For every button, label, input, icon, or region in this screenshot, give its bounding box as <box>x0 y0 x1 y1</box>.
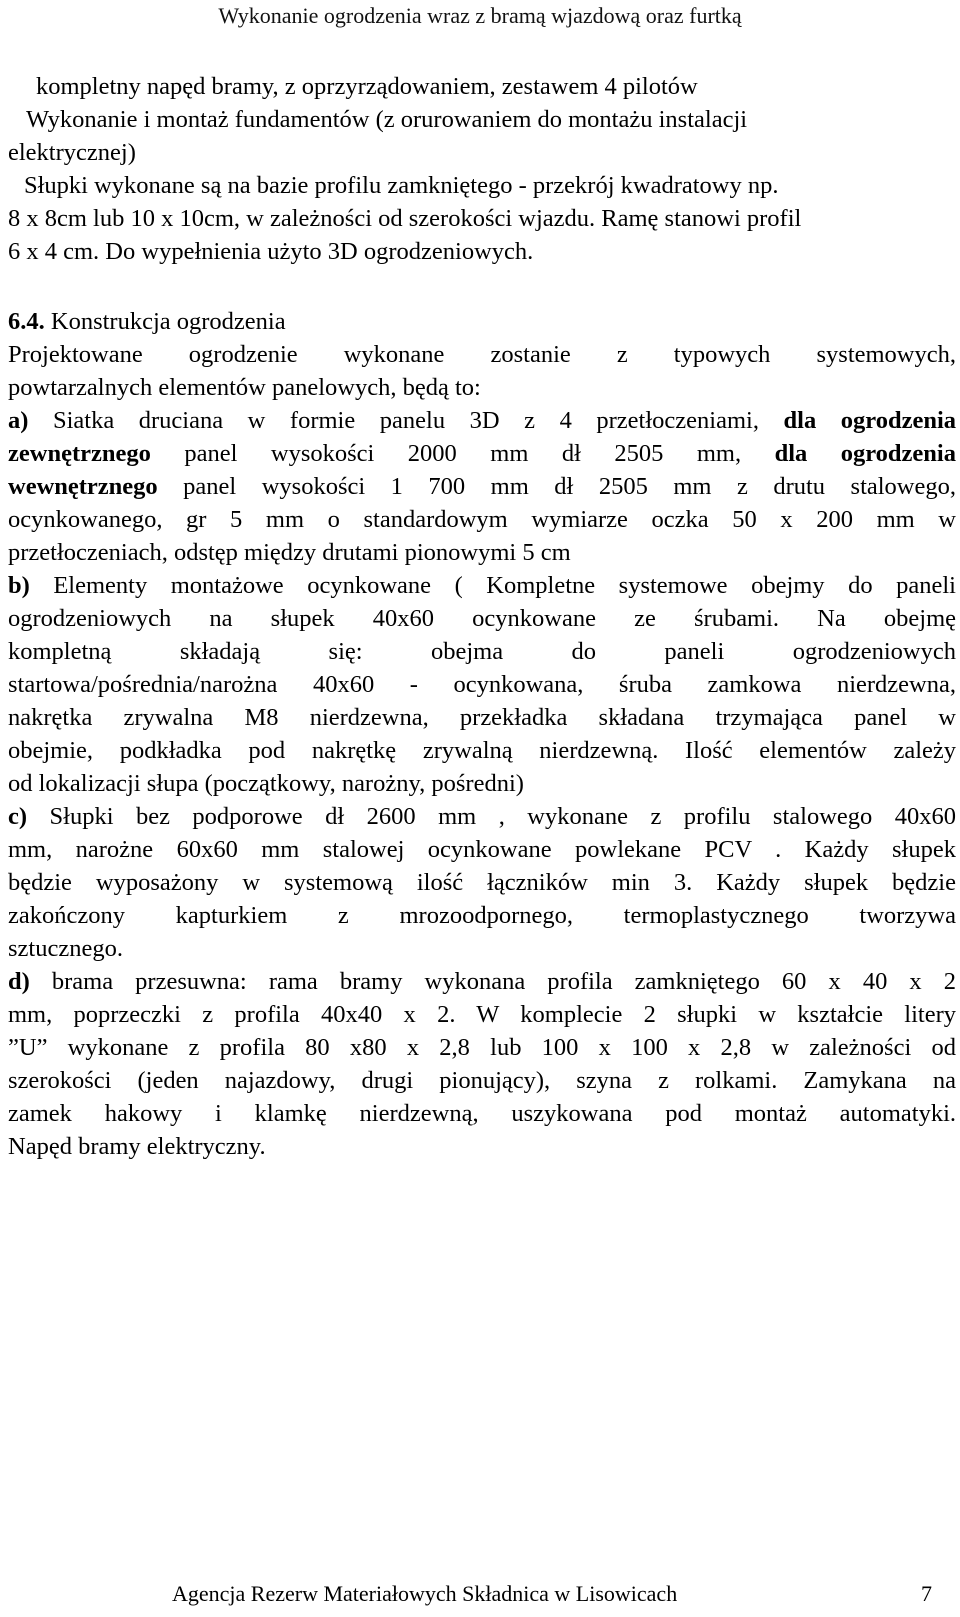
body-text: Siatka druciana w formie panelu 3D z 4 przetłoczeniami, <box>28 407 784 434</box>
body-line <box>8 635 956 668</box>
body-text: Napęd bramy elektryczny. <box>8 1133 266 1160</box>
body-line <box>8 866 956 899</box>
body-line <box>8 1031 956 1064</box>
body-text: nakrętka zrywalna M8 nierdzewna, przekładka składana trzymająca panel w <box>8 704 956 731</box>
body-text: kompletną składają się: obejma do paneli ogrodzeniowych <box>8 638 956 665</box>
body-line <box>8 338 956 371</box>
body-text: mm, poprzeczki z profila 40x40 x 2. W komplecie 2 słupki w kształcie litery <box>8 1001 956 1028</box>
body-text: sztucznego. <box>8 935 123 962</box>
body-line <box>8 569 956 602</box>
bold-text: b) <box>8 572 30 599</box>
body-line <box>8 602 956 635</box>
body-text: panel wysokości 2000 mm dł 2505 mm, <box>150 440 775 467</box>
footer-organization: Agencja Rezerw Materiałowych Składnica w Lisowicach <box>172 1581 678 1606</box>
body-line <box>8 932 956 965</box>
bold-text: zewnętrznego <box>8 440 151 467</box>
body-line <box>8 833 956 866</box>
body-line <box>8 1130 956 1163</box>
body-line <box>8 536 956 569</box>
bold-text: c) <box>8 803 28 830</box>
bold-text: a) <box>8 407 29 434</box>
intro-block <box>8 70 956 268</box>
body-text: zakończony kapturkiem z mrozoodpornego, termoplastycznego tworzywa <box>8 902 956 929</box>
body-line <box>8 470 956 503</box>
body-text: ogrodzeniowych na słupek 40x60 ocynkowane ze śrubami. Na obejmę <box>8 605 956 632</box>
intro-line: Wykonanie i montaż fundamentów (z orurowaniem do montażu instalacji <box>26 106 748 133</box>
body-line <box>8 767 956 800</box>
body-line <box>8 371 956 404</box>
body-text: panel wysokości 1 700 mm dł 2505 mm z drutu stalowego, <box>157 473 956 500</box>
body-text: od lokalizacji słupa (początkowy, narożny, pośredni) <box>8 770 524 797</box>
bold-text: d) <box>8 968 30 995</box>
body-text: będzie wyposażony w systemową ilość łączników min 3. Każdy słupek będzie <box>8 869 956 896</box>
body-text: szerokości (jeden najazdowy, drugi pionujący), szyna z rolkami. Zamykana na <box>8 1067 956 1094</box>
body-line <box>8 1097 956 1130</box>
body-text: zamek hakowy i klamkę nierdzewną, uszykowana pod montaż automatyki. <box>8 1100 956 1127</box>
body-text: obejmie, podkładka pod nakrętkę zrywalną nierdzewną. Ilość elementów zależy <box>8 737 956 764</box>
body-text: powtarzalnych elementów panelowych, będą to: <box>8 374 481 401</box>
intro-line: 6 x 4 cm. Do wypełnienia użyto 3D ogrodzeniowych. <box>8 238 534 265</box>
body-text: brama przesuwna: rama bramy wykonana profila zamkniętego 60 x 40 x 2 <box>29 968 956 995</box>
body-line <box>8 437 956 470</box>
body-text: mm, narożne 60x60 mm stalowej ocynkowane powlekane PCV . Każdy słupek <box>8 836 956 863</box>
body-line <box>8 404 956 437</box>
intro-line: kompletny napęd bramy, z oprzyrządowaniem, zestawem 4 pilotów <box>36 73 698 100</box>
bold-text: dla ogrodzenia <box>783 407 956 434</box>
page-number: 7 <box>921 1581 932 1606</box>
page-header <box>0 2 960 30</box>
intro-line: elektrycznej) <box>8 139 136 166</box>
body-line <box>8 965 956 998</box>
body-line <box>8 701 956 734</box>
section-block <box>8 305 956 1163</box>
intro-line: Słupki wykonane są na bazie profilu zamkniętego - przekrój kwadratowy np. <box>24 172 779 199</box>
section-number: 6.4. <box>8 308 45 335</box>
body-line <box>8 668 956 701</box>
bold-text: dla ogrodzenia <box>774 440 956 467</box>
section-body <box>8 338 956 1163</box>
body-text: przetłoczeniach, odstęp między drutami pionowymi 5 cm <box>8 539 571 566</box>
bold-text: wewnętrznego <box>8 473 158 500</box>
body-line <box>8 734 956 767</box>
body-text: Elementy montażowe ocynkowane ( Kompletne systemowe obejmy do paneli <box>29 572 956 599</box>
body-text: ”U” wykonane z profila 80 x80 x 2,8 lub 100 x 100 x 2,8 w zależności od <box>8 1034 956 1061</box>
body-text: Słupki bez podporowe dł 2600 mm , wykonane z profilu stalowego 40x60 <box>27 803 956 830</box>
section-heading <box>8 305 956 338</box>
body-text: ocynkowanego, gr 5 mm o standardowym wymiarze oczka 50 x 200 mm w <box>8 506 956 533</box>
body-line <box>8 998 956 1031</box>
body-line <box>8 1064 956 1097</box>
body-line <box>8 899 956 932</box>
body-line <box>8 503 956 536</box>
body-line <box>8 800 956 833</box>
document-title: Wykonanie ogrodzenia wraz z bramą wjazdową oraz furtką <box>218 3 742 28</box>
body-text: startowa/pośrednia/narożna 40x60 - ocynkowana, śruba zamkowa nierdzewna, <box>8 671 956 698</box>
body-text: Projektowane ogrodzenie wykonane zostanie z typowych systemowych, <box>8 341 956 368</box>
intro-line: 8 x 8cm lub 10 x 10cm, w zależności od szerokości wjazdu. Ramę stanowi profil <box>8 205 802 232</box>
section-title: Konstrukcja ogrodzenia <box>44 308 286 335</box>
